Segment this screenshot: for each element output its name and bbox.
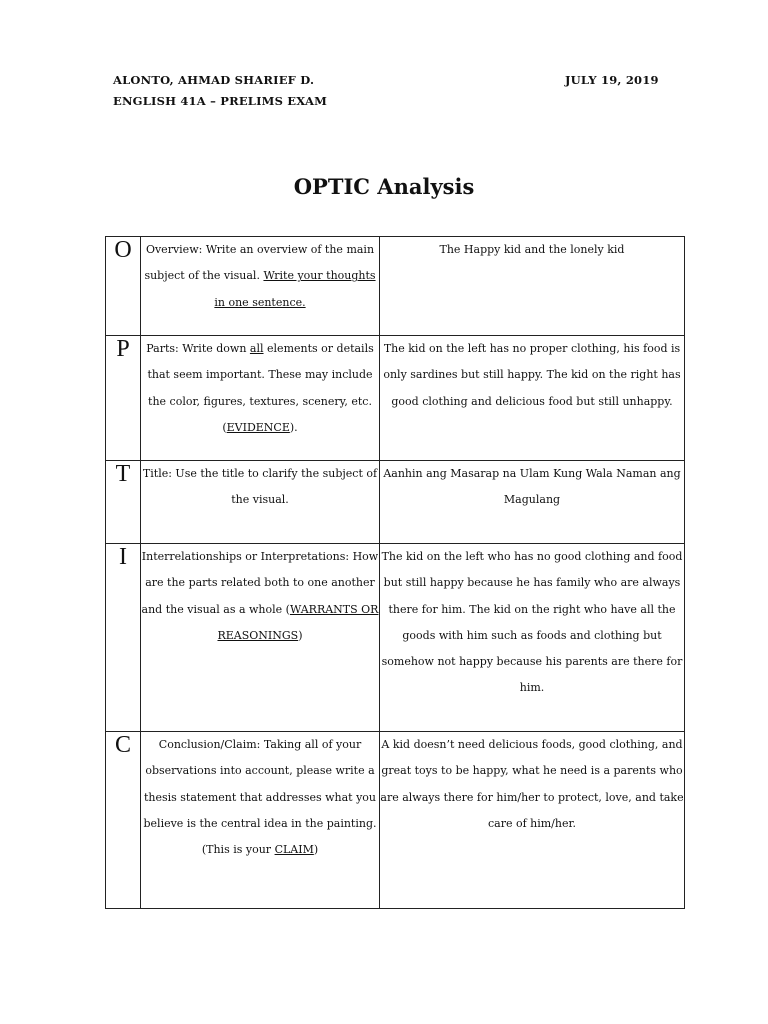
optic-table xyxy=(105,236,685,909)
prompt-emphasis: WARRANTS OR REASONINGS xyxy=(217,602,379,642)
letter-o: O xyxy=(106,237,141,336)
prompt-interpretations xyxy=(141,544,380,732)
prompt-keyword: Conclusion/Claim: xyxy=(158,738,261,751)
prompt-keyword: Parts: xyxy=(146,342,179,355)
prompt-text: elements or details that seem important. These may include the color, figures, textures, scenery, etc. ( xyxy=(147,342,374,434)
answer-parts: The kid on the left has no proper clothing, his food is only sardines but still happy. The kid on the right has good clothing and delicious food but still unhappy. xyxy=(380,336,685,461)
prompt-emphasis: CLAIM xyxy=(274,843,314,857)
prompt-parts xyxy=(141,336,380,461)
table-row-parts xyxy=(106,336,685,461)
letter-t: T xyxy=(106,461,141,544)
exam-date: JULY 19, 2019 xyxy=(565,73,659,87)
prompt-title xyxy=(141,461,380,544)
page-title: OPTIC Analysis xyxy=(293,174,475,199)
prompt-emphasis: EVIDENCE xyxy=(226,420,290,434)
table-row-interpretations xyxy=(106,544,685,732)
student-name: ALONTO, AHMAD SHARIEF D. xyxy=(113,73,315,87)
prompt-text: ) xyxy=(298,628,303,642)
prompt-keyword: Interrelationships or Interpretations: xyxy=(141,550,350,563)
answer-overview: The Happy kid and the lonely kid xyxy=(380,237,685,336)
answer-conclusion: A kid doesn’t need delicious foods, good clothing, and great toys to be happy, what he need is a parents who are always there for him/her to protect, love, and take care of him/her. xyxy=(380,732,685,909)
table-row-title xyxy=(106,461,685,544)
prompt-text: Taking all of your observations into account, please write a thesis statement that addresses what you believe is the central idea in the painting. (This is your xyxy=(143,738,377,857)
prompt-keyword: Title: xyxy=(142,467,172,480)
prompt-text: ) xyxy=(313,843,319,857)
course-exam-label: ENGLISH 41A – PRELIMS EXAM xyxy=(113,94,328,108)
prompt-text: Write an overview of the main subject of the visual. xyxy=(144,243,375,283)
prompt-text: Use the title to clarify the subject of the visual. xyxy=(171,467,378,507)
letter-c: C xyxy=(106,732,141,909)
prompt-emphasis: all xyxy=(249,342,264,355)
prompt-overview xyxy=(141,237,380,336)
prompt-text: Write down xyxy=(178,342,250,355)
answer-title: Aanhin ang Masarap na Ulam Kung Wala Naman ang Magulang xyxy=(380,461,685,544)
prompt-text: How are the parts related both to one another and the visual as a whole ( xyxy=(141,550,379,616)
table-row-overview xyxy=(106,237,685,336)
letter-p: P xyxy=(106,336,141,461)
prompt-emphasis: Write your thoughts in one sentence. xyxy=(214,269,376,309)
letter-i: I xyxy=(106,544,141,732)
prompt-conclusion xyxy=(141,732,380,909)
answer-interpretations: The kid on the left who has no good clothing and food but still happy because he has family who are always there for him. The kid on the right who have all the goods with him such as foods and clothing but somehow not happy because his parents are there for him. xyxy=(380,544,685,732)
prompt-text: ). xyxy=(289,420,298,434)
prompt-keyword: Overview: xyxy=(145,243,203,256)
table-row-conclusion xyxy=(106,732,685,909)
